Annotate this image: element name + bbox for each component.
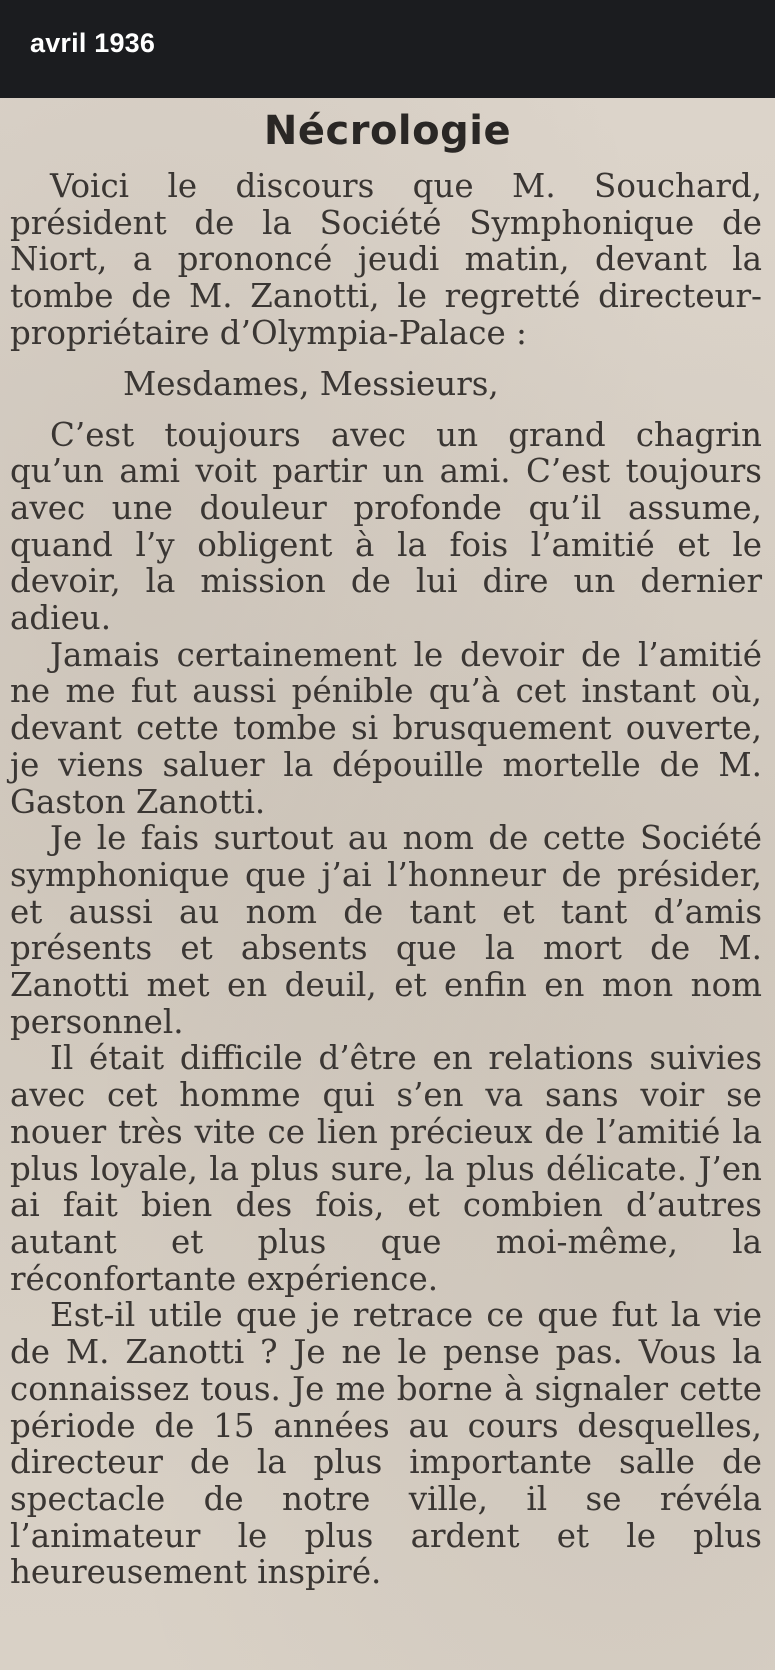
article-body: [10, 168, 762, 1591]
article-salutation: Mesdames, Messieurs,: [123, 364, 499, 403]
article-heading: Nécrologie: [263, 108, 512, 154]
page-title: avril 1936: [30, 28, 156, 58]
article-paragraph: C’est toujours avec un grand chagrin qu’un ami voit partir un ami. C’est toujours avec une douleur profonde qu’il assume, quand l’y obligent à la fois l’amitié et le devoir, la mission de lui dire un dernier adieu.: [10, 415, 762, 638]
article-paragraph: Est-il utile que je retrace ce que fut la vie de M. Zanotti ? Je ne le pense pas. Vous la connaissez tous. Je me borne à signaler cette période de 15 années au cours desquelles, directeur de la plus importante salle de spectacle de notre ville, il se révéla l’animateur le plus ardent et le plus heureusement inspiré.: [10, 1296, 762, 1592]
article-paragraph: Jamais certainement le devoir de l’amitié ne me fut aussi pénible qu’à cet instant où, devant cette tombe si brusquement ouverte, je viens saluer la dépouille mortelle de M. Gaston Zanotti.: [10, 635, 762, 821]
newspaper-clipping: [0, 98, 775, 1670]
top-bar: [0, 0, 775, 98]
article-paragraph: Il était difficile d’être en relations suivies avec cet homme qui s’en va sans voir se nouer très vite ce lien précieux de l’amitié la plus loyale, la plus sure, la plus délicate. J’en ai fait bien des fois, et combien d’autres autant et plus que moi-même, la réconfortante expérience.: [10, 1039, 762, 1298]
article-paragraph: Je le fais surtout au nom de cette Société symphonique que j’ai l’honneur de présider, et aussi au nom de tant et tant d’amis présents et absents que la mort de M. Zanotti met en deuil, et enfin en mon nom personnel.: [10, 819, 762, 1041]
article-paragraph-intro: Voici le discours que M. Souchard, président de la Société Symphonique de Niort, a prononcé jeudi matin, devant la tombe de M. Zanotti, le regretté directeur-propriétaire d’Olympia-Palace :: [10, 167, 762, 352]
